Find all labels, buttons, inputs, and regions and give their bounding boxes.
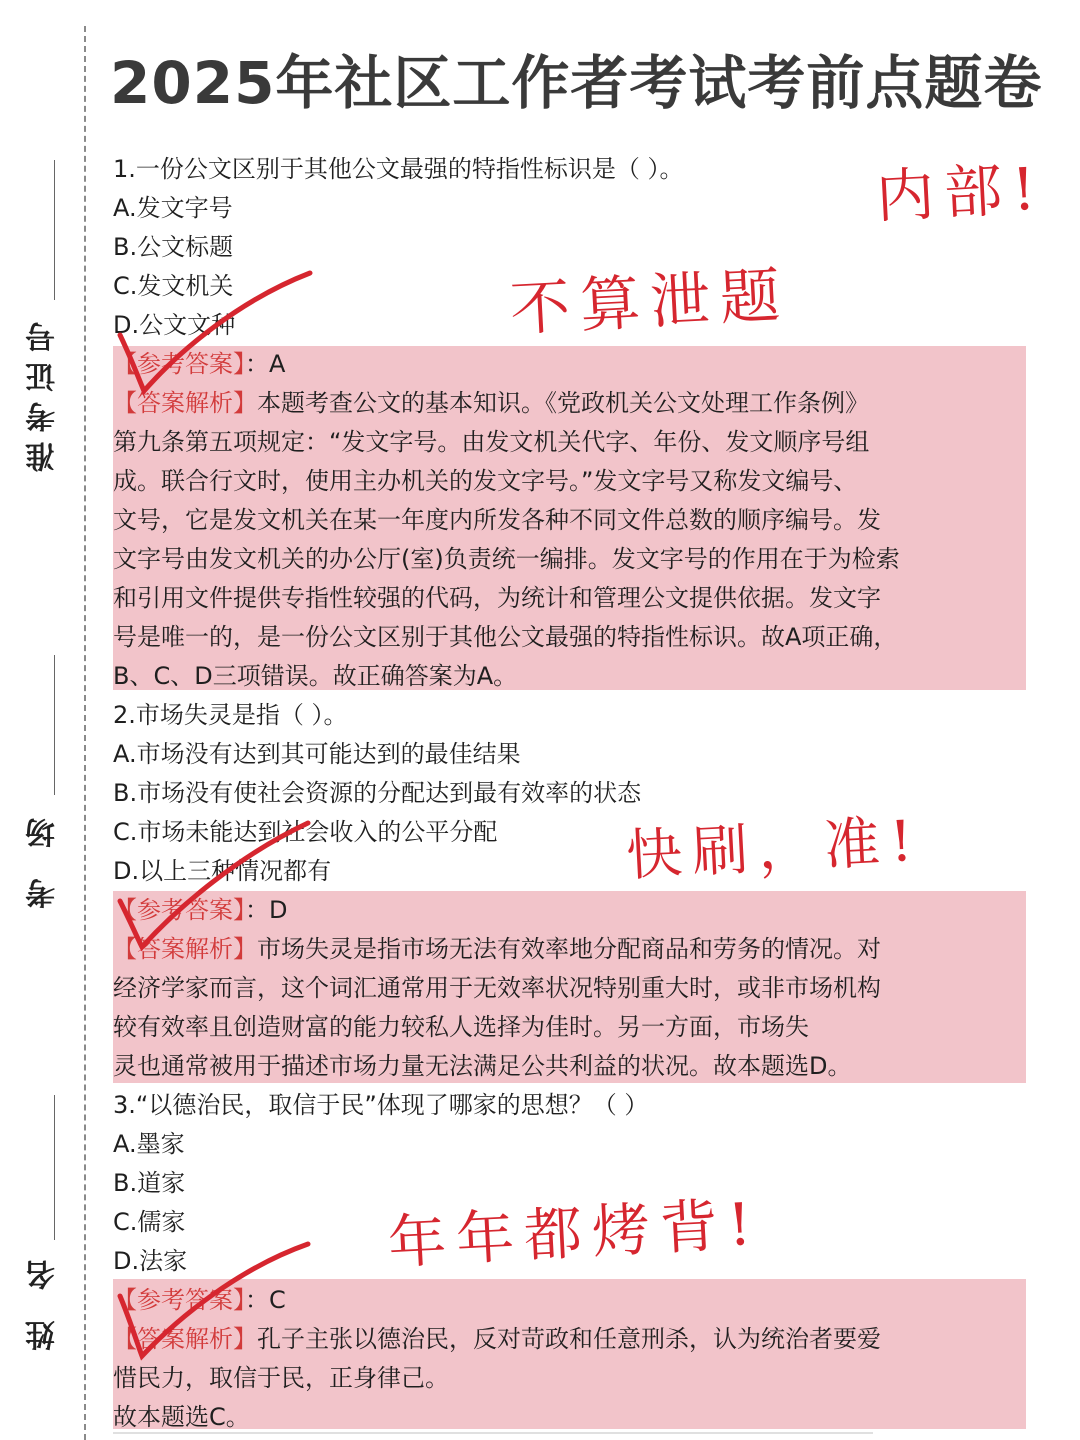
analysis-line: 故本题选C。 <box>113 1403 250 1431</box>
option: C.儒家 <box>113 1208 186 1236</box>
option: D.法家 <box>113 1247 188 1275</box>
option: D.以上三种情况都有 <box>113 857 332 885</box>
answer-value: ：C <box>245 1286 286 1314</box>
answer-value: ：D <box>245 896 288 924</box>
analysis-line: 第九条第五项规定：“发文字号。由发文机关代字、年份、发文顺序号组 <box>113 428 870 456</box>
option: C.发文机关 <box>113 272 234 300</box>
analysis-line: 较有效率且创造财富的能力较私人选择为佳时。另一方面，市场失 <box>113 1013 809 1041</box>
option: A.市场没有达到其可能达到的最佳结果 <box>113 740 521 768</box>
answer-tag: 【参考答案】 <box>113 350 245 378</box>
side-fill-line <box>54 655 55 795</box>
side-label-exam-room: 考 场 <box>26 808 61 909</box>
side-fill-line <box>54 160 55 300</box>
side-fill-line <box>54 1095 55 1240</box>
answer-tag: 【参考答案】 <box>113 896 245 924</box>
analysis-line: B、C、D三项错误。故正确答案为A。 <box>113 662 518 690</box>
analysis-line: 文号，它是发文机关在某一年度内所发各种不同文件总数的顺序编号。发 <box>113 506 881 534</box>
answer-tag: 【参考答案】 <box>113 1286 245 1314</box>
check-mark-icon <box>110 1238 320 1378</box>
handwritten-note: 快刷，准! <box>624 808 925 889</box>
analysis-line: 经济学家而言，这个词汇通常用于无效率状况特别重大时，或非市场机构 <box>113 974 881 1002</box>
analysis-text: 本题考查公文的基本知识。《党政机关公文处理工作条例》 <box>257 389 869 417</box>
analysis-text: 孔子主张以德治民，反对苛政和任意刑杀，认为统治者要爱 <box>257 1325 881 1353</box>
handwritten-note: 不算泄题 <box>508 260 792 345</box>
side-label-exam-number: 准考证号 <box>26 312 61 472</box>
question-stem: 3.“以德治民，取信于民”体现了哪家的思想？（ ） <box>113 1091 649 1119</box>
answer-value: ：A <box>245 350 286 378</box>
analysis-line: 成。联合行文时，使用主办机关的发文字号。”发文字号又称发文编号、 <box>113 467 858 495</box>
side-label-name: 姓 名 <box>26 1250 61 1351</box>
analysis-line: 和引用文件提供专指性较强的代码，为统计和管理公文提供依据。发文字 <box>113 584 881 612</box>
analysis-tag: 【答案解析】 <box>113 1325 257 1353</box>
handwritten-note: 年年都烤背! <box>386 1189 763 1277</box>
option: C.市场未能达到社会收入的公平分配 <box>113 818 498 846</box>
option: A.发文字号 <box>113 194 233 222</box>
option: B.道家 <box>113 1169 186 1197</box>
analysis-tag: 【答案解析】 <box>113 935 257 963</box>
binding-margin <box>0 0 86 1440</box>
analysis-tag: 【答案解析】 <box>113 389 257 417</box>
option: B.市场没有使社会资源的分配达到最有效率的状态 <box>113 779 642 807</box>
dashed-cut-line <box>84 26 86 1440</box>
question-stem: 2.市场失灵是指（ ）。 <box>113 701 348 729</box>
question-stem: 1.一份公文区别于其他公文最强的特指性标识是（ ）。 <box>113 155 684 183</box>
page-title: 2025年社区工作者考试考前点题卷 <box>110 49 1043 117</box>
check-mark-icon <box>110 815 320 955</box>
option: B.公文标题 <box>113 233 234 261</box>
analysis-text: 市场失灵是指市场无法有效率地分配商品和劳务的情况。对 <box>257 935 881 963</box>
analysis-line: 灵也通常被用于描述市场力量无法满足公共利益的状况。故本题选D。 <box>113 1052 852 1080</box>
handwritten-note: 内部! <box>874 154 1048 231</box>
analysis-line: 惜民力，取信于民，正身律己。 <box>113 1364 449 1392</box>
analysis-line: 号是唯一的，是一份公文区别于其他公文最强的特指性标识。故A项正确， <box>113 623 898 651</box>
option: D.公文文种 <box>113 311 236 339</box>
analysis-line: 文字号由发文机关的办公厅(室)负责统一编排。发文字号的作用在于为检索 <box>113 545 900 573</box>
page-bottom-edge <box>113 1432 873 1434</box>
option: A.墨家 <box>113 1130 185 1158</box>
check-mark-icon <box>110 265 320 405</box>
